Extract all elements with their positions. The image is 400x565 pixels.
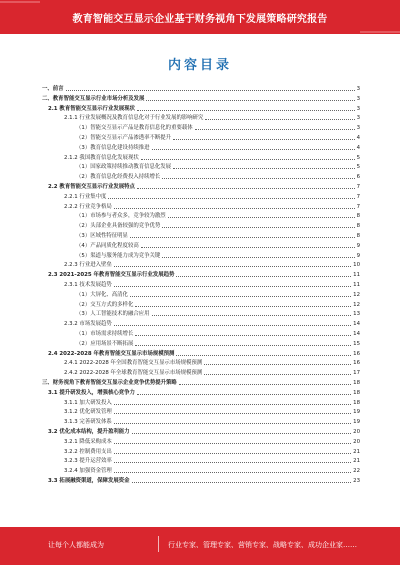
toc-entry-title: 2.2.1 行业集中度 <box>64 193 107 200</box>
toc-leader-dots <box>66 90 355 91</box>
toc-leader-dots <box>135 345 351 346</box>
toc-leader-dots <box>152 315 352 316</box>
toc-entry-page: 9 <box>356 242 360 249</box>
toc-entry-page: 4 <box>356 144 360 151</box>
toc-entry-page: 3 <box>356 115 360 122</box>
toc-entry-title: 3.1.3 完善研发体系 <box>64 419 112 426</box>
toc-entry-title: （2）教育信息化经费投入持续增长 <box>76 174 161 181</box>
toc-entry-page: 12 <box>353 301 360 308</box>
toc-entry[interactable] <box>42 302 360 309</box>
toc-entry[interactable] <box>42 174 360 181</box>
toc-entry-title: 3.2 优化成本结构，提升盈利能力 <box>48 429 130 435</box>
toc-entry-title: 3.2.4 加强资金管理 <box>64 468 112 475</box>
footer-roles: 行业专家、管理专家、营销专家、战略专家、成功企业家…… <box>168 541 357 549</box>
toc-entry[interactable] <box>42 341 360 348</box>
toc-leader-dots <box>135 335 351 336</box>
toc-entry-page: 7 <box>356 184 360 190</box>
toc-entry[interactable] <box>42 243 360 250</box>
toc-entry-page: 3 <box>356 105 360 112</box>
toc-entry[interactable] <box>42 292 360 299</box>
toc-leader-dots <box>162 257 354 258</box>
toc-entry-page: 8 <box>356 223 360 230</box>
toc-entry-page: 16 <box>353 360 360 367</box>
toc-entry-page: 8 <box>356 213 360 220</box>
toc-entry-page: 22 <box>353 468 360 475</box>
toc-entry-page: 20 <box>353 429 360 435</box>
footer-slogan: 让每个人都能成为 <box>48 541 104 549</box>
toc-leader-dots <box>114 462 351 463</box>
toc-leader-dots <box>162 178 354 179</box>
report-title: 教育智能交互显示企业基于财务视角下发展策略研究报告 <box>72 14 328 25</box>
toc-entry-page: 5 <box>356 154 360 161</box>
toc-leader-dots <box>176 355 351 356</box>
toc-entry-page: 7 <box>356 193 360 200</box>
toc-entry-title: 2.3.2 市场发展趋势 <box>64 321 112 328</box>
toc-entry[interactable] <box>42 204 360 211</box>
toc-entry[interactable] <box>42 419 360 426</box>
toc-leader-dots <box>114 443 351 444</box>
toc-entry[interactable] <box>42 233 360 240</box>
toc-leader-dots <box>114 472 351 473</box>
toc-entry[interactable] <box>42 262 360 269</box>
toc-entry-page: 15 <box>353 340 360 347</box>
toc-leader-dots <box>162 227 354 228</box>
toc-entry[interactable] <box>42 370 360 377</box>
toc-leader-dots <box>205 119 354 120</box>
toc-leader-dots <box>195 129 355 130</box>
toc-entry-title: （1）国家政策持续推动教育信息化发展 <box>76 164 172 171</box>
toc-leader-dots <box>141 159 355 160</box>
toc-entry-title: 3.1.1 加大研发投入 <box>64 399 112 406</box>
toc-leader-dots <box>173 168 354 169</box>
toc-entry-title: 3.1.2 优化研发管理 <box>64 409 112 416</box>
toc-entry[interactable] <box>42 468 360 475</box>
toc-entry[interactable] <box>42 164 360 171</box>
toc-entry-title: （3）区域性特征明显 <box>76 233 128 239</box>
toc-entry-title: （1）市场参与者众多，竞争较为激烈 <box>76 213 166 220</box>
toc-entry-page: 11 <box>353 272 360 279</box>
toc-leader-dots <box>114 266 351 267</box>
toc-leader-dots <box>114 413 351 414</box>
toc-entry[interactable] <box>42 380 360 387</box>
toc-entry[interactable] <box>42 213 360 220</box>
toc-entry[interactable] <box>42 125 360 132</box>
toc-entry[interactable] <box>42 478 360 485</box>
toc-leader-dots <box>130 296 351 297</box>
toc-entry-title: 2.4 2022-2028 年教育智能交互显示市场规模预测 <box>48 350 175 357</box>
footer-divider <box>158 536 159 552</box>
toc-entry[interactable] <box>42 272 360 279</box>
toc-entry[interactable] <box>42 282 360 289</box>
toc-entry-title: （2）头部企业具备较强的竞争优势 <box>76 223 161 230</box>
toc-leader-dots <box>114 404 351 405</box>
toc-entry[interactable] <box>42 194 360 201</box>
toc-entry[interactable] <box>42 449 360 456</box>
toc-entry-title: （3）人工智能技术的融合应用 <box>76 311 150 318</box>
toc-entry-title: （1）大屏化、高清化 <box>76 291 128 298</box>
toc-entry[interactable] <box>42 400 360 407</box>
toc-leader-dots <box>114 208 355 209</box>
toc-entry-page: 18 <box>353 399 360 406</box>
toc-leader-dots <box>137 394 351 395</box>
toc-entry-page: 18 <box>353 380 360 386</box>
toc-entry-page: 17 <box>353 370 360 377</box>
toc-entry-page: 20 <box>353 438 360 445</box>
toc-entry-page: 14 <box>353 321 360 328</box>
toc-entry[interactable] <box>42 409 360 416</box>
toc-entry-page: 12 <box>353 291 360 298</box>
toc-entry[interactable] <box>42 96 360 103</box>
toc-entry-title: 3.2.1 降低采购成本 <box>64 438 112 445</box>
toc-leader-dots <box>204 364 351 365</box>
toc-entry-page: 9 <box>356 252 360 259</box>
toc-entry[interactable] <box>42 311 360 318</box>
toc-entry[interactable] <box>42 106 360 113</box>
toc-heading: 内容目录 <box>167 58 232 73</box>
toc-entry-title: （2）交互方式的多样化 <box>76 301 134 308</box>
table-of-contents <box>42 86 360 494</box>
toc-entry-page: 14 <box>353 331 360 337</box>
toc-entry-page: 3 <box>356 86 360 92</box>
toc-leader-dots <box>152 149 355 150</box>
toc-entry[interactable] <box>42 115 360 122</box>
toc-entry[interactable] <box>42 145 360 152</box>
toc-entry-page: 18 <box>353 389 360 396</box>
toc-leader-dots <box>141 247 355 248</box>
bottom-banner <box>0 527 400 565</box>
toc-entry-page: 23 <box>353 478 360 484</box>
toc-entry-title: （2）应用场景不断拓展 <box>76 340 134 347</box>
toc-entry[interactable] <box>42 351 360 358</box>
toc-entry-title: （1）智能交互显示产品是教育信息化的重要载体 <box>76 125 193 132</box>
toc-entry-page: 10 <box>353 262 360 269</box>
toc-entry[interactable] <box>42 184 360 191</box>
toc-entry[interactable] <box>42 321 360 328</box>
toc-leader-dots <box>114 423 351 424</box>
toc-entry-page: 21 <box>353 458 360 465</box>
toc-entry[interactable] <box>42 86 360 93</box>
toc-entry-title: 2.3 2021-2025 年教育智能交互显示行业发展趋势 <box>48 272 175 279</box>
toc-entry[interactable] <box>42 135 360 142</box>
toc-leader-dots <box>114 286 351 287</box>
toc-entry-title: 3.2.3 提升运营效率 <box>64 458 112 465</box>
toc-leader-dots <box>132 482 352 483</box>
toc-entry-title: 2.3.1 技术发展趋势 <box>64 282 112 288</box>
toc-entry-title: 2.2.3 行业进入壁垒 <box>64 262 112 269</box>
toc-entry-title: 3.1 提升研发投入，增强核心竞争力 <box>48 389 135 396</box>
toc-entry-title: 三、财务视角下教育智能交互显示企业竞争优势提升策略 <box>42 380 177 386</box>
toc-entry[interactable] <box>42 429 360 436</box>
toc-entry-page: 19 <box>353 409 360 416</box>
toc-leader-dots <box>173 139 354 140</box>
toc-leader-dots <box>130 237 355 238</box>
toc-entry[interactable] <box>42 253 360 260</box>
toc-entry-title: （1）市场需求持续增长 <box>76 331 134 337</box>
toc-leader-dots <box>137 188 355 189</box>
toc-entry-title: 2.2 教育智能交互显示行业发展特点 <box>48 184 135 190</box>
toc-entry-page: 7 <box>356 203 360 210</box>
toc-entry-title: （4）产品同质化程度较高 <box>76 242 139 249</box>
toc-leader-dots <box>176 276 351 277</box>
toc-leader-dots <box>132 433 352 434</box>
toc-entry-page: 4 <box>356 135 360 141</box>
toc-leader-dots <box>137 110 355 111</box>
toc-entry[interactable] <box>42 360 360 367</box>
toc-leader-dots <box>204 374 351 375</box>
toc-entry[interactable] <box>42 223 360 230</box>
toc-entry-title: （2）智能交互显示产品渗透率不断提升 <box>76 135 172 141</box>
toc-entry-page: 19 <box>353 419 360 426</box>
toc-leader-dots <box>179 384 351 385</box>
toc-entry-title: 3.3 拓展融资渠道，保障发展资金 <box>48 478 130 484</box>
toc-entry[interactable] <box>42 439 360 446</box>
toc-entry-page: 6 <box>356 174 360 181</box>
toc-entry-page: 16 <box>353 350 360 357</box>
toc-entry[interactable] <box>42 390 360 397</box>
toc-leader-dots <box>108 198 354 199</box>
toc-entry-page: 3 <box>356 95 360 102</box>
toc-entry[interactable] <box>42 155 360 162</box>
toc-entry[interactable] <box>42 458 360 465</box>
toc-leader-dots <box>135 306 351 307</box>
toc-entry-page: 8 <box>356 233 360 239</box>
toc-entry-title: 2.1 教育智能交互显示行业发展现状 <box>48 105 135 112</box>
toc-leader-dots <box>168 217 355 218</box>
toc-leader-dots <box>114 325 351 326</box>
toc-entry-title: 2.4.1 2022-2028 年全国教育智能交互显示市场规模预测 <box>64 360 203 367</box>
toc-entry-page: 21 <box>353 448 360 455</box>
toc-entry-title: （3）教育信息化建设持续推进 <box>76 144 150 151</box>
toc-entry-title: 3.2.2 控制费用支出 <box>64 448 112 455</box>
toc-entry-title: 2.1.2 我国教育信息化发展现状 <box>64 154 139 161</box>
toc-entry-title: 2.4.2 2022-2028 年全球教育智能交互显示市场规模预测 <box>64 370 203 377</box>
toc-entry-title: 二、教育智能交互显示行业市场分析及发展 <box>42 95 145 102</box>
top-banner <box>0 0 400 34</box>
toc-entry-page: 13 <box>353 311 360 318</box>
toc-entry-title: 2.2.2 行业竞争格局 <box>64 203 112 210</box>
toc-leader-dots <box>114 453 351 454</box>
toc-entry-title: 2.1.1 行业发展概况及教育信息化对于行业发展的影响研究 <box>64 115 204 122</box>
toc-entry-page: 3 <box>356 125 360 132</box>
toc-entry[interactable] <box>42 331 360 338</box>
toc-entry-page: 5 <box>356 164 360 171</box>
toc-entry-title: 一、前言 <box>42 86 64 92</box>
toc-leader-dots <box>146 100 354 101</box>
toc-entry-page: 11 <box>353 282 360 288</box>
toc-entry-title: （5）渠道与服务能力成为竞争关键 <box>76 252 161 259</box>
